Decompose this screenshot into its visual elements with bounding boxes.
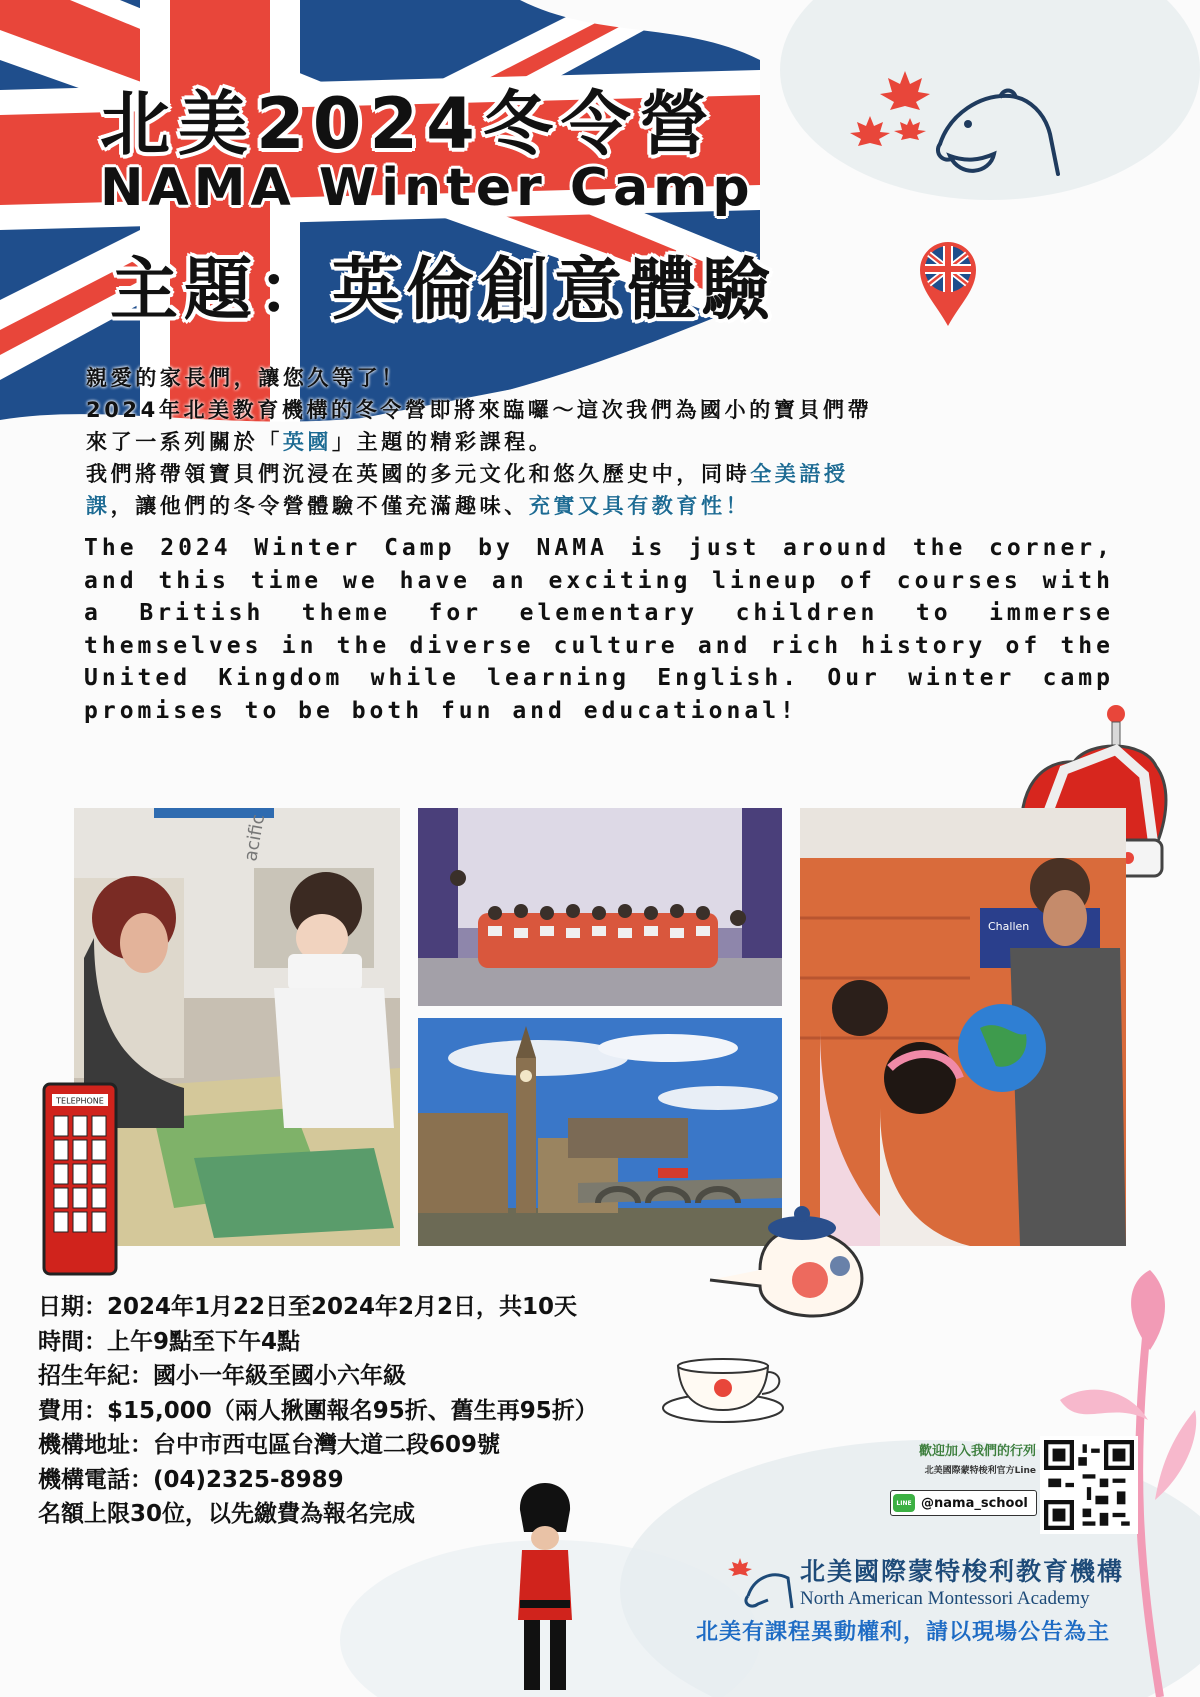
intro-line: 親愛的家長們，讓您久等了！ <box>86 366 406 390</box>
intro-english: The 2024 Winter Camp by NAMA is just around the corner, and this time we have an exciting lineup of courses with a British theme for elementary children to immerse themselves in the diverse culture and rich history of the United Kingdom while learning English. Our winter camp promises to be both fun and educational! <box>84 535 1114 724</box>
intro-text: ，讓他們的冬令營體驗不僅充滿趣味、 <box>110 494 529 518</box>
highlight-text: 課 <box>86 494 111 518</box>
telephone-sign: TELEPHONE <box>56 1096 104 1106</box>
line-id-badge[interactable] <box>890 1490 1037 1516</box>
org-name-zh: 北美國際蒙特梭利教育機構 <box>800 1557 1125 1586</box>
page-title: 北美2024冬令營 <box>100 83 717 165</box>
page-subtitle: NAMA Winter Camp <box>100 158 755 218</box>
highlight-text: 全美語授 <box>750 462 849 486</box>
line-join-subtitle: 北美國際蒙特梭利官方Line <box>924 1466 1036 1476</box>
photo-art-class <box>74 808 400 1246</box>
polar-bear-icon <box>930 74 1070 184</box>
detail-quota: 名額上限30位，以先繳費為報名完成 <box>38 1501 416 1527</box>
teacup-icon <box>658 1348 788 1428</box>
intro-line <box>86 426 1116 458</box>
intro-chinese <box>86 362 1116 522</box>
screen-text: Challen <box>988 920 1030 933</box>
theme-title: 主題：英倫創意體驗 <box>110 251 777 330</box>
teapot-icon <box>700 1190 890 1340</box>
detail-date: 日期：2024年1月22日至2024年2月2日，共10天 <box>38 1294 578 1320</box>
detail-address: 機構地址：台中市西屯區台灣大道二段609號 <box>38 1432 501 1458</box>
highlight-text: 英國 <box>282 430 333 454</box>
detail-age: 招生年紀：國小一年級至國小六年級 <box>38 1363 406 1389</box>
org-name-en: North American Montessori Academy <box>800 1588 1090 1609</box>
banner-text: acific <box>240 812 270 863</box>
intro-line <box>86 490 1116 522</box>
uk-flag-pin-icon <box>916 238 980 328</box>
qr-code-icon[interactable] <box>1040 1436 1138 1534</box>
org-logo-icon <box>728 1556 796 1614</box>
intro-text: 來了一系列關於「 <box>86 430 283 454</box>
intro-line: 2024年北美教育機構的冬令營即將來臨囉～這次我們為國小的寶貝們帶 <box>86 398 873 422</box>
detail-phone: 機構電話：(04)2325-8989 <box>38 1466 344 1493</box>
line-join-box <box>888 1440 1036 1476</box>
detail-time: 時間：上午9點至下午4點 <box>38 1328 301 1355</box>
highlight-text: 充實又具有教育性！ <box>528 494 751 518</box>
photo-group-stage <box>418 808 782 1006</box>
royal-guard-icon <box>500 1470 590 1697</box>
line-join-title: 歡迎加入我們的行列 <box>918 1444 1036 1459</box>
line-id-text: @nama_school <box>921 1495 1028 1511</box>
detail-fee: 費用：$15,000（兩人揪團報名95折、舊生再95折） <box>38 1397 598 1424</box>
photo-globe-lesson <box>800 808 1126 1246</box>
intro-text: 我們將帶領寶貝們沉浸在英國的多元文化和悠久歷史中，同時 <box>86 462 751 486</box>
telephone-box-icon <box>40 1078 120 1278</box>
intro-line <box>86 458 1116 490</box>
line-icon: LINE <box>893 1494 915 1512</box>
intro-text: 」主題的精彩課程。 <box>332 430 554 454</box>
course-change-notice: 北美有課程異動權利，請以現場公告為主 <box>696 1620 1111 1645</box>
